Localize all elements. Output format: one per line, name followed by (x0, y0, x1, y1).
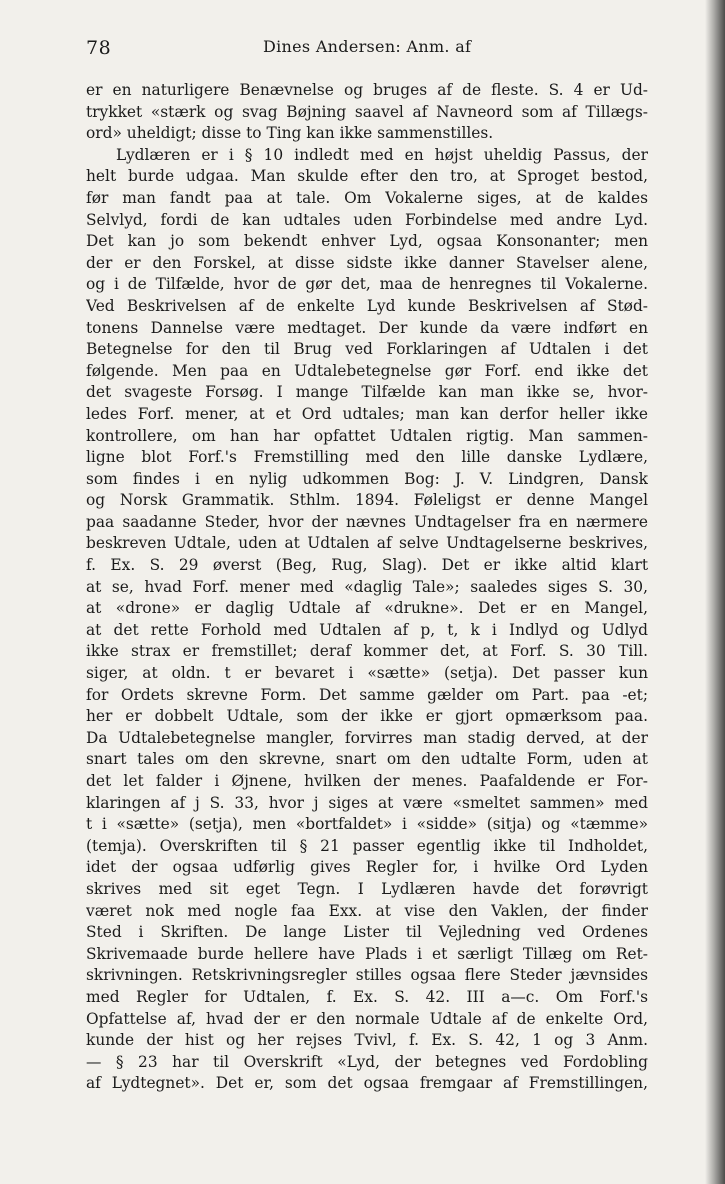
text-line: helt burde udgaa. Man skulde efter den tro, at Sproget bestod, (86, 167, 648, 186)
text-line: Skrivemaade burde hellere have Plads i et særligt Tillæg om Ret- (86, 944, 648, 963)
text-line: før man fandt paa at tale. Om Vokalerne siges, at de kaldes (86, 188, 648, 207)
text-line: det svageste Forsøg. I mange Tilfælde kan man ikke se, hvor- (86, 383, 648, 402)
text-line: siger, at oldn. t er bevaret i «sætte» (setja). Det passer kun (86, 664, 648, 683)
text-line: snart tales om den skrevne, snart om den udtalte Form, uden at (86, 750, 648, 769)
page-number: 78 (86, 37, 112, 59)
text-line: Selvlyd, fordi de kan udtales uden Forbindelse med andre Lyd. (86, 210, 648, 229)
text-line: og Norsk Grammatik. Sthlm. 1894. Føleligst er denne Mangel (86, 491, 648, 510)
text-line: f. Ex. S. 29 øverst (Beg, Rug, Slag). Det er ikke altid klart (86, 556, 648, 575)
text-line: følgende. Men paa en Udtalebetegnelse gør Forf. end ikke det (86, 361, 648, 380)
text-line: kunde der hist og her rejses Tvivl, f. Ex. S. 42, 1 og 3 Anm. (86, 1031, 648, 1050)
text-line: — § 23 har til Overskrift «Lyd, der betegnes ved Fordobling (86, 1052, 648, 1071)
text-line: kontrollere, om han har opfattet Udtalen rigtig. Man sammen- (86, 426, 648, 445)
text-line: at se, hvad Forf. mener med «daglig Tale»; saaledes siges S. 30, (86, 577, 648, 596)
text-line: klaringen af j S. 33, hvor j siges at være «smeltet sammen» med (86, 793, 648, 812)
text-line: (temja). Overskriften til § 21 passer egentlig ikke til Indholdet, (86, 836, 648, 855)
text-line: er en naturligere Benævnelse og bruges af de fleste. S. 4 er Ud- (86, 81, 648, 99)
text-line: været nok med nogle faa Exx. at vise den Vaklen, der finder (86, 901, 648, 920)
text-line: Opfattelse af, hvad der er den normale Udtale af de enkelte Ord, (86, 1009, 648, 1028)
text-line: at «drone» er daglig Udtale af «drukne». Det er en Mangel, (86, 599, 648, 618)
text-line: ledes Forf. mener, at et Ord udtales; man kan derfor heller ikke (86, 404, 648, 423)
binding-shadow (705, 0, 725, 1184)
running-head: Dines Andersen: Anm. af (263, 37, 472, 56)
text-line: med Regler for Udtalen, f. Ex. S. 42. III a—c. Om Forf.'s (86, 987, 648, 1006)
body-text (86, 80, 648, 1095)
text-line: at det rette Forhold med Udtalen af p, t, k i Indlyd og Udlyd (86, 620, 648, 639)
text-line: Det kan jo som bekendt enhver Lyd, ogsaa Konsonanter; men (86, 232, 648, 251)
text-line: som findes i en nylig udkommen Bog: J. V. Lindgren, Dansk (86, 469, 648, 488)
text-line: Ved Beskrivelsen af de enkelte Lyd kunde Beskrivelsen af Stød- (86, 296, 648, 315)
text-line: skrivningen. Retskrivningsregler stilles ogsaa flere Steder jævnsides (86, 966, 648, 985)
text-line: og i de Tilfælde, hvor de gør det, maa de henregnes til Vokalerne. (86, 275, 648, 294)
text-line: beskreven Udtale, uden at Udtalen af selve Undtagelserne beskrives, (86, 534, 648, 553)
text-line: paa saadanne Steder, hvor der nævnes Undtagelser fra en nærmere (86, 512, 648, 531)
text-line: Da Udtalebetegnelse mangler, forvirres man stadig derved, at der (86, 728, 648, 747)
text-line: idet der ogsaa udførlig gives Regler for, i hvilke Ord Lyden (86, 858, 648, 877)
text-line: Lydlæren er i § 10 indledt med en højst uheldig Passus, der (116, 145, 648, 164)
text-line: der er den Forskel, at disse sidste ikke danner Stavelser alene, (86, 253, 648, 272)
text-line: af Lydtegnet». Det er, som det ogsaa fremgaar af Fremstillingen, (86, 1074, 648, 1093)
text-line: Sted i Skriften. De lange Lister til Vejledning ved Ordenes (86, 923, 648, 942)
text-line: det let falder i Øjnene, hvilken der menes. Paafaldende er For- (86, 772, 648, 790)
text-line: skrives med sit eget Tegn. I Lydlæren havde det forøvrigt (86, 879, 648, 898)
page-header (86, 37, 646, 63)
text-line: ikke strax er fremstillet; deraf kommer det, at Forf. S. 30 Till. (86, 642, 648, 661)
text-line: tonens Dannelse være medtaget. Der kunde da være indført en (86, 318, 648, 337)
text-line: for Ordets skrevne Form. Det samme gælder om Part. paa -et; (86, 685, 648, 704)
text-line: trykket «stærk og svag Bøjning saavel af Navneord som af Tillægs- (86, 102, 648, 121)
text-line: Betegnelse for den til Brug ved Forklaringen af Udtalen i det (86, 340, 648, 359)
text-line: her er dobbelt Udtale, som der ikke er gjort opmærksom paa. (86, 707, 648, 726)
text-line: ord» uheldigt; disse to Ting kan ikke sammenstilles. (86, 124, 494, 143)
text-line: ligne blot Forf.'s Fremstilling med den lille danske Lydlære, (86, 448, 648, 467)
text-line: t i «sætte» (setja), men «bortfaldet» i «sidde» (sitja) og «tæmme» (86, 815, 648, 834)
